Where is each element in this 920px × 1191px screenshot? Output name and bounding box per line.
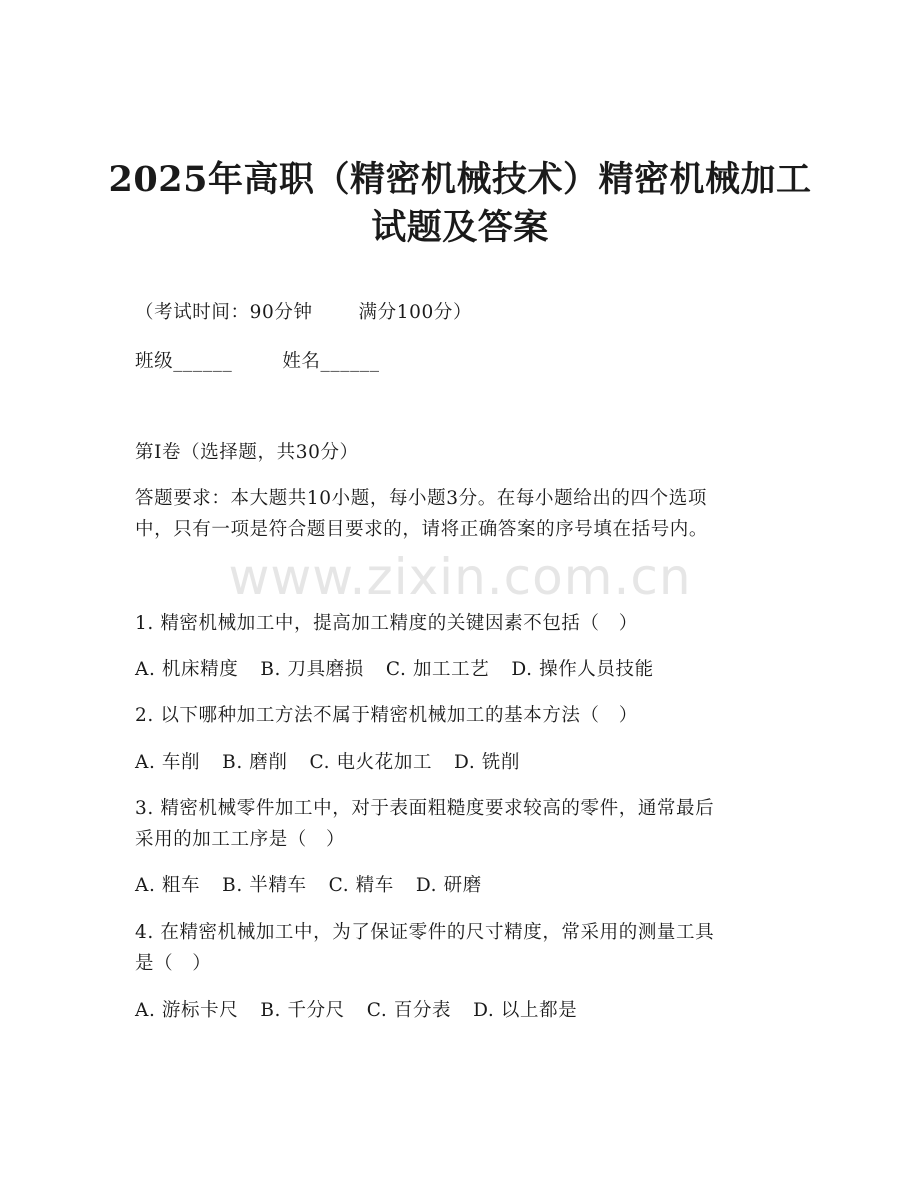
question-4-option-d: D. 以上都是 (473, 1000, 578, 1021)
exam-info (135, 298, 472, 328)
question-2-option-b: B. 磨削 (222, 752, 288, 773)
question-2-option-c: C. 电火花加工 (309, 752, 433, 773)
section-heading: 第I卷（选择题，共30分） (135, 442, 359, 463)
question-4-option-a: A. 游标卡尺 (135, 1000, 239, 1021)
question-3-option-a: A. 粗车 (135, 875, 201, 896)
page-title-line2: 试题及答案 (371, 207, 549, 248)
name-field: 姓名______ (282, 351, 380, 372)
question-4-stem-line1: 4. 在精密机械加工中，为了保证零件的尺寸精度，常采用的测量工具 (135, 922, 715, 943)
question-1-options (135, 655, 654, 685)
question-2-option-a: A. 车削 (135, 752, 201, 773)
question-1-option-b: B. 刀具磨损 (260, 659, 364, 680)
section-instructions-line2: 中，只有一项是符合题目要求的，请将正确答案的序号填在括号内。 (135, 519, 709, 540)
watermark: www.zixin.com.cn (228, 548, 692, 606)
question-3-stem-line2: 采用的加工工序是（ ） (135, 829, 346, 850)
question-3-options (135, 871, 482, 901)
page-title-line1: 2025年高职（精密机械技术）精密机械加工 (108, 159, 812, 200)
student-info (135, 347, 380, 377)
question-1-option-c: C. 加工工艺 (385, 659, 490, 680)
question-4-option-b: B. 千分尺 (260, 1000, 345, 1021)
question-3-option-b: B. 半精车 (222, 875, 307, 896)
question-3-stem-line1: 3. 精密机械零件加工中，对于表面粗糙度要求较高的零件，通常最后 (135, 798, 715, 819)
class-field: 班级______ (135, 351, 233, 372)
question-4-stem-line2: 是（ ） (135, 953, 212, 974)
question-4-options (135, 996, 577, 1026)
question-1-option-a: A. 机床精度 (135, 659, 239, 680)
question-1-option-d: D. 操作人员技能 (511, 659, 654, 680)
question-2-options (135, 748, 520, 778)
question-3-option-c: C. 精车 (328, 875, 394, 896)
question-2-option-d: D. 铣削 (454, 752, 520, 773)
exam-score: 满分100分） (358, 302, 473, 323)
section-instructions-line1: 答题要求：本大题共10小题，每小题3分。在每小题给出的四个选项 (135, 488, 707, 509)
question-3-option-d: D. 研磨 (415, 875, 482, 896)
exam-time: （考试时间：90分钟 (135, 302, 313, 323)
question-1-stem: 1. 精密机械加工中，提高加工精度的关键因素不包括（ ） (135, 613, 638, 634)
question-2-stem: 2. 以下哪种加工方法不属于精密机械加工的基本方法（ ） (135, 705, 638, 726)
question-4-option-c: C. 百分表 (366, 1000, 452, 1021)
